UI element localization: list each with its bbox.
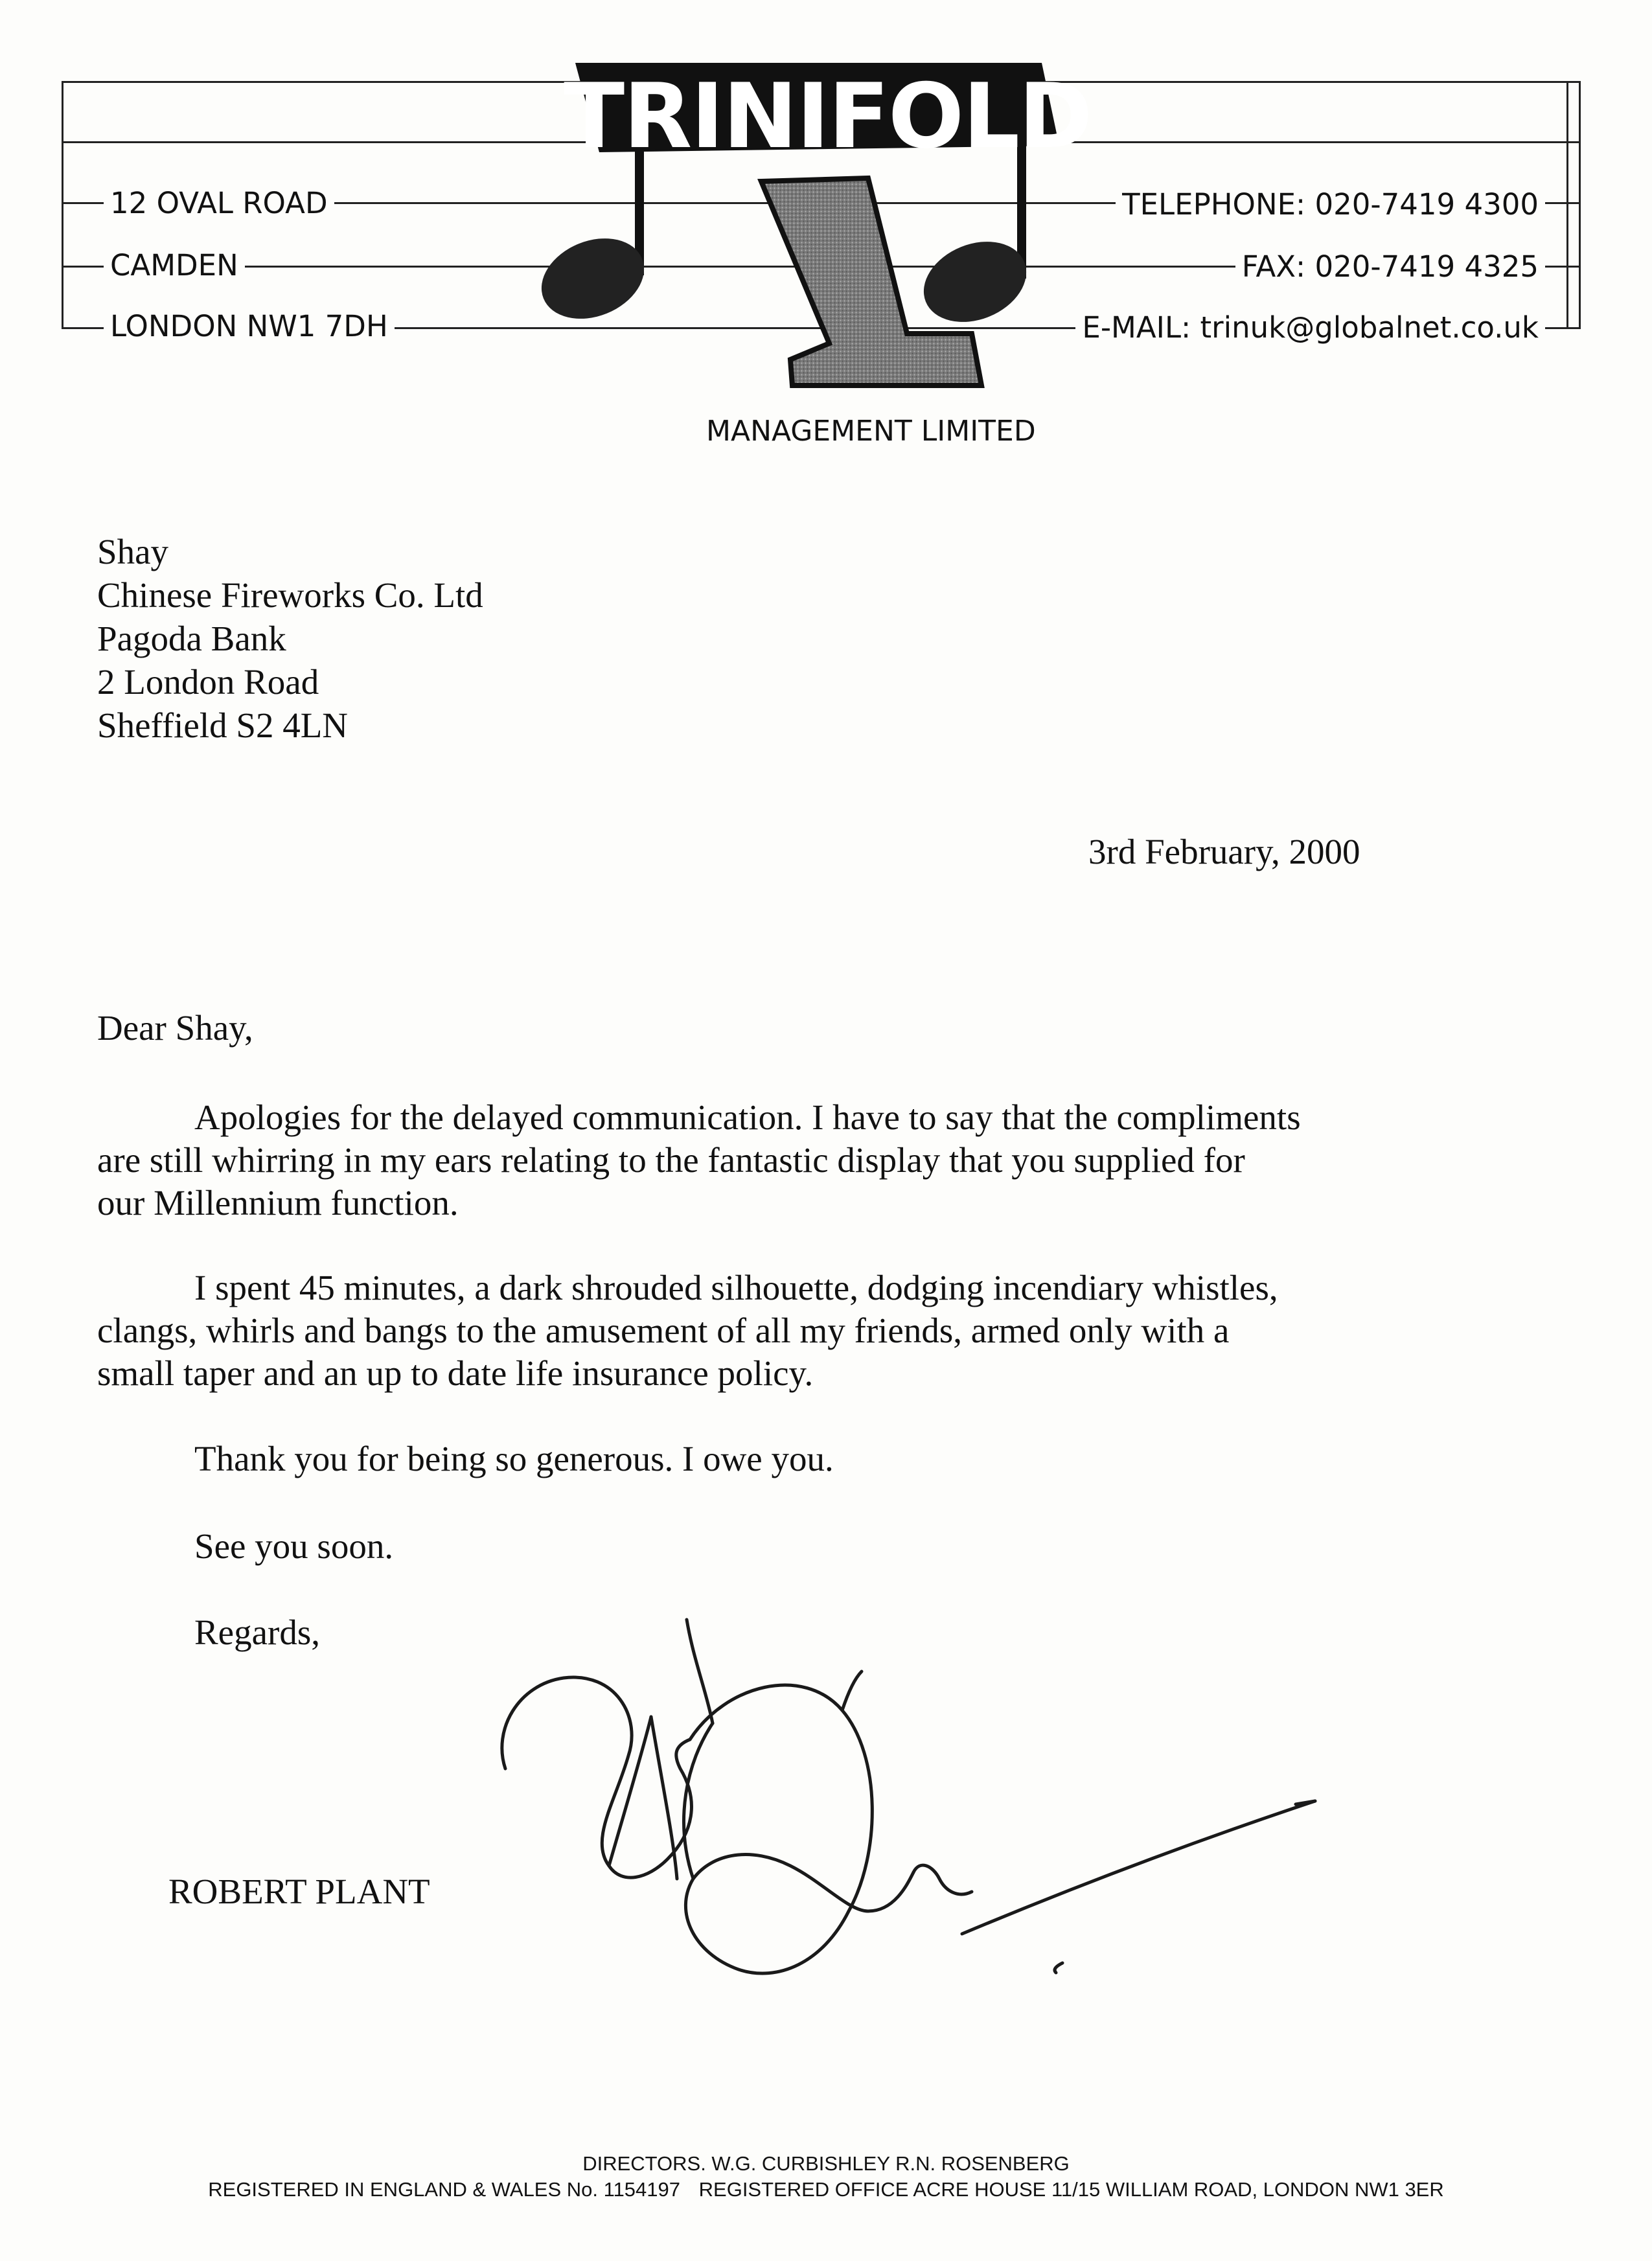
- staff-right-bar: [1579, 81, 1581, 329]
- see-you-line: See you soon.: [194, 1526, 394, 1566]
- footer-registration: [0, 2178, 1652, 2201]
- paragraph-line: I spent 45 minutes, a dark shrouded silhouette, dodging incendiary whistles,: [194, 1268, 1278, 1307]
- paragraph-line: small taper and an up to date life insurance policy.: [97, 1353, 814, 1393]
- company-fax: FAX: 020-7419 4325: [1235, 250, 1545, 284]
- footer-registered-office: REGISTERED OFFICE ACRE HOUSE 11/15 WILLIAM ROAD, LONDON NW1 3ER: [698, 2178, 1444, 2201]
- paragraph-line: our Millennium function.: [97, 1183, 459, 1222]
- footer-directors: DIRECTORS. W.G. CURBISHLEY R.N. ROSENBERG: [582, 2152, 1070, 2175]
- paragraph-line: clangs, whirls and bangs to the amusement of all my friends, armed only with a: [97, 1311, 1230, 1350]
- recipient-line: Chinese Fireworks Co. Ltd: [97, 575, 483, 615]
- recipient-line: Sheffield S2 4LN: [97, 706, 349, 745]
- body-paragraph: [97, 1096, 1542, 1224]
- staff-left-bar: [62, 81, 63, 329]
- handwritten-signature-icon: [479, 1607, 1341, 2021]
- recipient-line: Shay: [97, 532, 168, 571]
- staff-right-bar: [1566, 81, 1568, 329]
- brand-name: TRINIFOLD: [564, 64, 1092, 168]
- company-address-line: 12 OVAL ROAD: [104, 187, 334, 220]
- footer-registered-number: REGISTERED IN ENGLAND & WALES No. 1154197: [208, 2178, 681, 2201]
- paragraph-line: are still whirring in my ears relating to the fantastic display that you supplied for: [97, 1140, 1245, 1180]
- paragraph-line: Apologies for the delayed communication. I have to say that the compliments: [194, 1097, 1301, 1137]
- company-email: E-MAIL: trinuk@globalnet.co.uk: [1075, 311, 1545, 345]
- recipient-line: 2 London Road: [97, 662, 319, 702]
- thanks-line: Thank you for being so generous. I owe you.: [194, 1439, 834, 1478]
- brand-wordmark: [564, 62, 1092, 172]
- letter-date: 3rd February, 2000: [1088, 832, 1360, 871]
- company-address-line: CAMDEN: [104, 249, 245, 282]
- company-telephone: TELEPHONE: 020-7419 4300: [1116, 188, 1545, 222]
- body-paragraph: [97, 1267, 1542, 1395]
- company-address-line: LONDON NW1 7DH: [104, 310, 395, 343]
- closing-line: Regards,: [194, 1613, 320, 1652]
- signatory-name: ROBERT PLANT: [168, 1872, 430, 1911]
- recipient-line: Pagoda Bank: [97, 619, 286, 658]
- recipient-address: [97, 530, 483, 747]
- letterhead: [0, 0, 1652, 466]
- salutation: Dear Shay,: [97, 1008, 253, 1048]
- company-subtitle: MANAGEMENT LIMITED: [706, 415, 1036, 448]
